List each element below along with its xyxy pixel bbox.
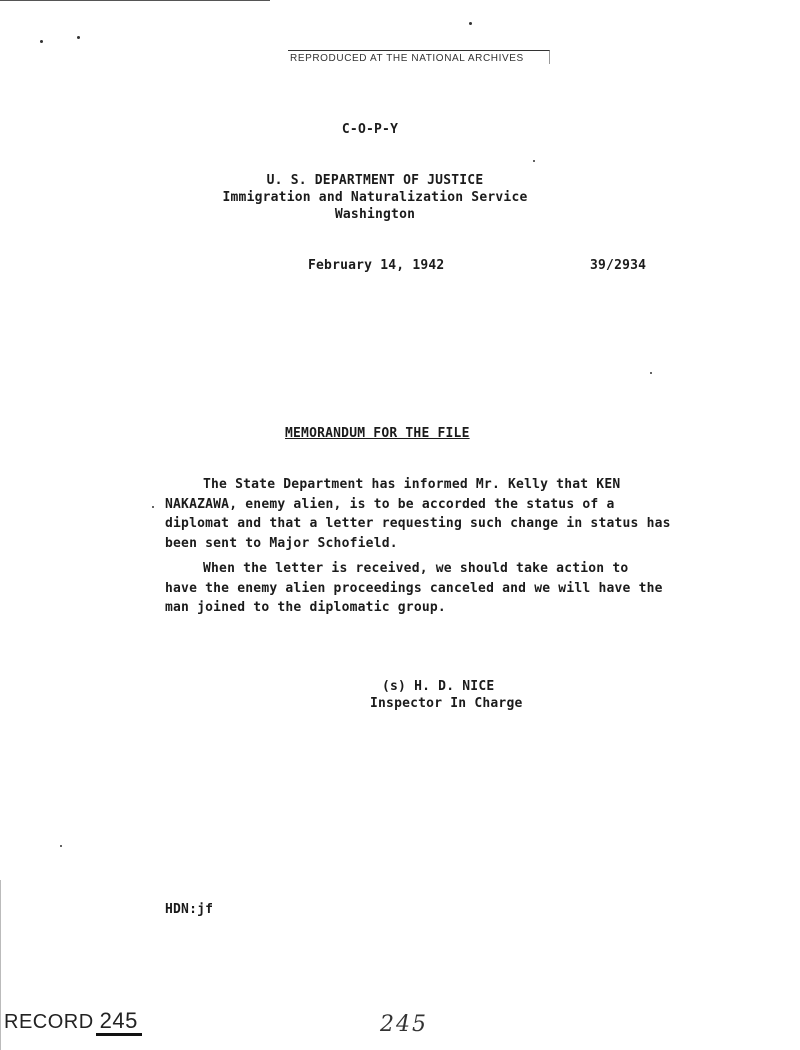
department-header bbox=[180, 172, 570, 223]
left-margin-line bbox=[0, 880, 1, 1050]
archives-stamp: REPRODUCED AT THE NATIONAL ARCHIVES bbox=[288, 50, 550, 64]
memo-date: February 14, 1942 bbox=[308, 258, 445, 273]
handwritten-page-number: 245 bbox=[380, 1012, 428, 1037]
file-number: 39/2934 bbox=[590, 258, 647, 273]
copy-label: C-O-P-Y bbox=[341, 122, 399, 137]
top-edge-line bbox=[0, 0, 270, 1]
department-name: U. S. DEPARTMENT OF JUSTICE bbox=[266, 173, 484, 188]
record-stamp bbox=[4, 1008, 142, 1034]
signature-name: (s) H. D. NICE bbox=[382, 679, 495, 694]
signature-title: Inspector In Charge bbox=[370, 696, 523, 711]
speck bbox=[469, 22, 472, 25]
record-label: RECORD bbox=[4, 1011, 94, 1033]
service-name: Immigration and Naturalization Service bbox=[222, 190, 528, 205]
speck bbox=[152, 506, 154, 508]
paragraph-1 bbox=[165, 475, 675, 553]
speck bbox=[60, 845, 62, 847]
speck bbox=[533, 160, 535, 162]
record-number: 245 bbox=[96, 1008, 142, 1036]
paragraph-1-first-line: The State Department has informed Mr. Kelly that KEN bbox=[203, 477, 621, 492]
speck bbox=[40, 40, 43, 43]
paragraph-2-first-line: When the letter is received, we should take action to bbox=[203, 561, 629, 576]
paragraph-2-rest: have the enemy alien proceedings canceled and we will have the man joined to the diplomatic group. bbox=[165, 580, 663, 615]
speck bbox=[77, 36, 80, 39]
city-name: Washington bbox=[334, 207, 416, 222]
typist-initials: HDN:jf bbox=[165, 902, 214, 917]
speck bbox=[650, 372, 652, 374]
signature-block bbox=[370, 678, 523, 712]
memo-title: MEMORANDUM FOR THE FILE bbox=[285, 426, 470, 441]
paragraph-2 bbox=[165, 559, 675, 618]
paragraph-1-rest: NAKAZAWA, enemy alien, is to be accorded the status of a diplomat and that a letter requesting such change in status has been sent to Major Schofield. bbox=[165, 496, 671, 551]
